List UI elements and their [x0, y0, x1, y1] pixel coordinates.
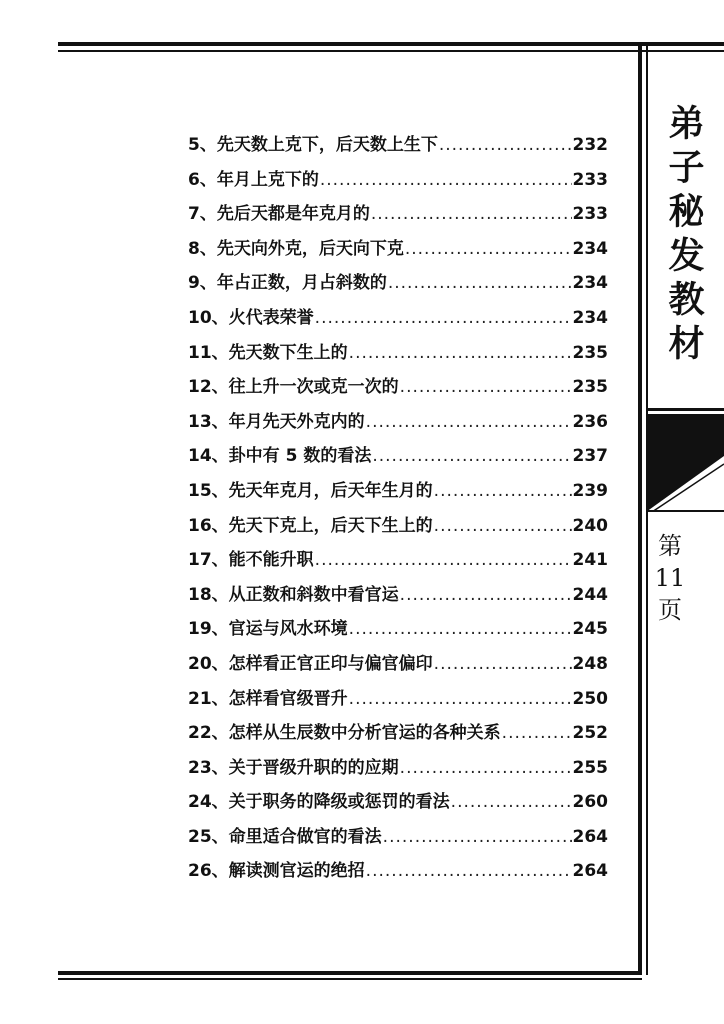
toc-entry-number: 8 — [188, 238, 200, 259]
toc-entry-title: 先天数上克下，后天数上生下 — [216, 135, 438, 155]
toc-entry[interactable] — [188, 511, 608, 546]
toc-entry-separator: 、 — [211, 411, 229, 432]
bottom-border-rule — [58, 971, 642, 975]
toc-entry[interactable] — [188, 165, 608, 200]
toc-entry-leader-dots — [405, 239, 572, 259]
toc-entry-title: 怎样看官级晋升 — [228, 688, 348, 709]
toc-entry-title: 年月上克下的 — [216, 169, 319, 190]
toc-entry-leader-dots — [349, 689, 572, 709]
toc-entry-separator: 、 — [211, 619, 229, 640]
toc-entry-page: 234 — [572, 307, 608, 328]
toc-entry-title: 年月先天外克内的 — [228, 411, 365, 432]
toc-entry-leader-dots — [320, 170, 572, 190]
toc-entry[interactable] — [188, 372, 608, 407]
toc-entry-separator: 、 — [211, 515, 229, 536]
toc-entry-number: 5 — [188, 135, 200, 155]
toc-entry-number: 22 — [188, 723, 212, 744]
toc-entry[interactable] — [188, 718, 608, 753]
toc-entry-number: 14 — [188, 446, 212, 467]
toc-entry-separator: 、 — [211, 826, 229, 847]
toc-entry-leader-dots — [383, 827, 572, 847]
toc-entry-separator: 、 — [199, 204, 217, 225]
toc-entry-title: 先天年克月，后天年生月的 — [228, 480, 433, 501]
toc-entry-page: 232 — [572, 135, 608, 155]
toc-entry-number: 11 — [188, 342, 212, 363]
toc-entry-leader-dots — [366, 861, 572, 881]
toc-entry[interactable] — [188, 199, 608, 234]
toc-entry-separator: 、 — [199, 135, 217, 155]
toc-entry-separator: 、 — [199, 238, 217, 259]
toc-entry-title: 先后天都是年克月的 — [216, 204, 370, 225]
toc-entry-page: 252 — [572, 723, 608, 744]
toc-entry-separator: 、 — [211, 688, 229, 709]
toc-entry-page: 234 — [572, 273, 608, 294]
toc-entry-leader-dots — [366, 412, 572, 432]
toc-entry-page: 260 — [572, 792, 608, 813]
toc-entry-page: 234 — [572, 238, 608, 259]
toc-entry-number: 20 — [188, 653, 212, 674]
toc-entry[interactable] — [188, 338, 608, 373]
toc-entry-leader-dots — [439, 135, 572, 155]
toc-entry-leader-dots — [349, 343, 572, 363]
toc-entry-page: 237 — [572, 446, 608, 467]
toc-entry-title: 先天数下生上的 — [228, 342, 348, 363]
toc-entry-number: 6 — [188, 169, 200, 190]
toc-entry[interactable] — [188, 614, 608, 649]
toc-entry-page: 236 — [572, 411, 608, 432]
toc-entry-title: 关于职务的降级或惩罚的看法 — [228, 792, 450, 813]
top-border-rule — [58, 42, 724, 46]
toc-entry-title: 从正数和斜数中看官运 — [228, 584, 399, 605]
toc-entry-number: 26 — [188, 861, 212, 882]
toc-entry-number: 23 — [188, 757, 212, 778]
toc-entry-number: 10 — [188, 307, 212, 328]
page-label-number: 11 — [654, 564, 686, 592]
toc-entry[interactable] — [188, 822, 608, 857]
toc-entry-separator: 、 — [211, 307, 229, 328]
book-title: 弟子秘发教材 — [663, 104, 705, 368]
toc-entry-separator: 、 — [211, 377, 229, 398]
toc-entry-leader-dots — [502, 723, 572, 743]
toc-entry-leader-dots — [388, 273, 572, 293]
toc-entry-leader-dots — [434, 481, 572, 501]
toc-entry-title: 能不能升职 — [228, 550, 314, 571]
toc-entry-separator: 、 — [211, 446, 229, 467]
toc-entry-page: 264 — [572, 861, 608, 882]
toc-entry-number: 18 — [188, 584, 212, 605]
toc-entry-number: 15 — [188, 480, 212, 501]
toc-entry-number: 25 — [188, 826, 212, 847]
toc-entry[interactable] — [188, 649, 608, 684]
toc-entry-page: 240 — [572, 515, 608, 536]
toc-entry-page: 239 — [572, 480, 608, 501]
toc-entry-leader-dots — [434, 516, 572, 536]
toc-entry-leader-dots — [451, 792, 572, 812]
top-border-rule-thin — [58, 50, 724, 52]
toc-entry-separator: 、 — [211, 480, 229, 501]
toc-entry-leader-dots — [315, 550, 572, 570]
bottom-border-rule-thin — [58, 978, 642, 980]
toc-entry-page: 248 — [572, 653, 608, 674]
toc-entry[interactable] — [188, 407, 608, 442]
toc-entry-number: 12 — [188, 377, 212, 398]
toc-entry-title: 火代表荣誉 — [228, 307, 314, 328]
toc-entry-page: 245 — [572, 619, 608, 640]
toc-entry-separator: 、 — [211, 861, 229, 882]
toc-entry-title: 往上升一次或克一次的 — [228, 377, 399, 398]
toc-entry-leader-dots — [400, 758, 572, 778]
toc-entry-number: 24 — [188, 792, 212, 813]
toc-entry-separator: 、 — [199, 273, 217, 294]
toc-entry-separator: 、 — [211, 584, 229, 605]
toc-entry[interactable] — [188, 441, 608, 476]
toc-entry-page: 264 — [572, 826, 608, 847]
toc-entry-title: 关于晋级升职的的应期 — [228, 757, 399, 778]
toc-entry-page: 233 — [572, 204, 608, 225]
toc-entry[interactable] — [188, 234, 608, 269]
side-tab-notch — [646, 416, 724, 512]
toc-entry-page: 244 — [572, 584, 608, 605]
toc-entry-number: 9 — [188, 273, 200, 294]
toc-entry-number: 17 — [188, 550, 212, 571]
toc-entry[interactable] — [188, 303, 608, 338]
toc-entry[interactable] — [188, 856, 608, 891]
toc-entry-title: 卦中有 5 数的看法 — [228, 446, 372, 467]
toc-entry-separator: 、 — [211, 792, 229, 813]
toc-entry-page: 233 — [572, 169, 608, 190]
toc-entry[interactable] — [188, 753, 608, 788]
toc-entry-page: 255 — [572, 757, 608, 778]
side-tab-rule — [646, 408, 724, 411]
toc-entry-leader-dots — [372, 446, 571, 466]
page-label-suffix: 页 — [658, 596, 682, 624]
side-border-rule — [638, 46, 642, 975]
toc-entry[interactable] — [188, 268, 608, 303]
toc-entry-separator: 、 — [211, 550, 229, 571]
toc-entry-leader-dots — [400, 585, 572, 605]
toc-entry[interactable] — [188, 130, 608, 165]
toc-entry-page: 235 — [572, 377, 608, 398]
toc-entry-title: 年占正数，月占斜数的 — [216, 273, 387, 294]
toc-entry-number: 19 — [188, 619, 212, 640]
toc-entry-page: 241 — [572, 550, 608, 571]
toc-entry-title: 先天下克上，后天下生上的 — [228, 515, 433, 536]
toc-entry-separator: 、 — [211, 757, 229, 778]
toc-entry-number: 21 — [188, 688, 212, 709]
toc-entry-leader-dots — [371, 204, 572, 224]
toc-entry-title: 怎样看正官正印与偏官偏印 — [228, 653, 433, 674]
page-label — [650, 530, 690, 626]
toc-entry-separator: 、 — [211, 653, 229, 674]
table-of-contents — [188, 130, 608, 891]
toc-entry[interactable] — [188, 580, 608, 615]
toc-entry-page: 235 — [572, 342, 608, 363]
toc-entry-separator: 、 — [211, 723, 229, 744]
toc-entry-page: 250 — [572, 688, 608, 709]
toc-entry[interactable] — [188, 476, 608, 511]
toc-entry[interactable] — [188, 787, 608, 822]
toc-entry-leader-dots — [434, 654, 572, 674]
side-tab-rule-bottom — [646, 510, 724, 512]
toc-entry[interactable] — [188, 545, 608, 580]
toc-entry-number: 7 — [188, 204, 200, 225]
toc-entry-title: 官运与风水环境 — [228, 619, 348, 640]
toc-entry[interactable] — [188, 684, 608, 719]
toc-entry-leader-dots — [349, 619, 572, 639]
toc-entry-separator: 、 — [211, 342, 229, 363]
toc-entry-number: 13 — [188, 411, 212, 432]
page-label-prefix: 第 — [658, 532, 682, 560]
toc-entry-leader-dots — [400, 377, 572, 397]
toc-entry-title: 解读测官运的绝招 — [228, 861, 365, 882]
toc-entry-title: 先天向外克，后天向下克 — [216, 238, 404, 259]
toc-entry-leader-dots — [315, 308, 572, 328]
toc-entry-title: 命里适合做官的看法 — [228, 826, 382, 847]
toc-entry-separator: 、 — [199, 169, 217, 190]
toc-entry-number: 16 — [188, 515, 212, 536]
toc-entry-title: 怎样从生辰数中分析官运的各种关系 — [228, 723, 501, 744]
